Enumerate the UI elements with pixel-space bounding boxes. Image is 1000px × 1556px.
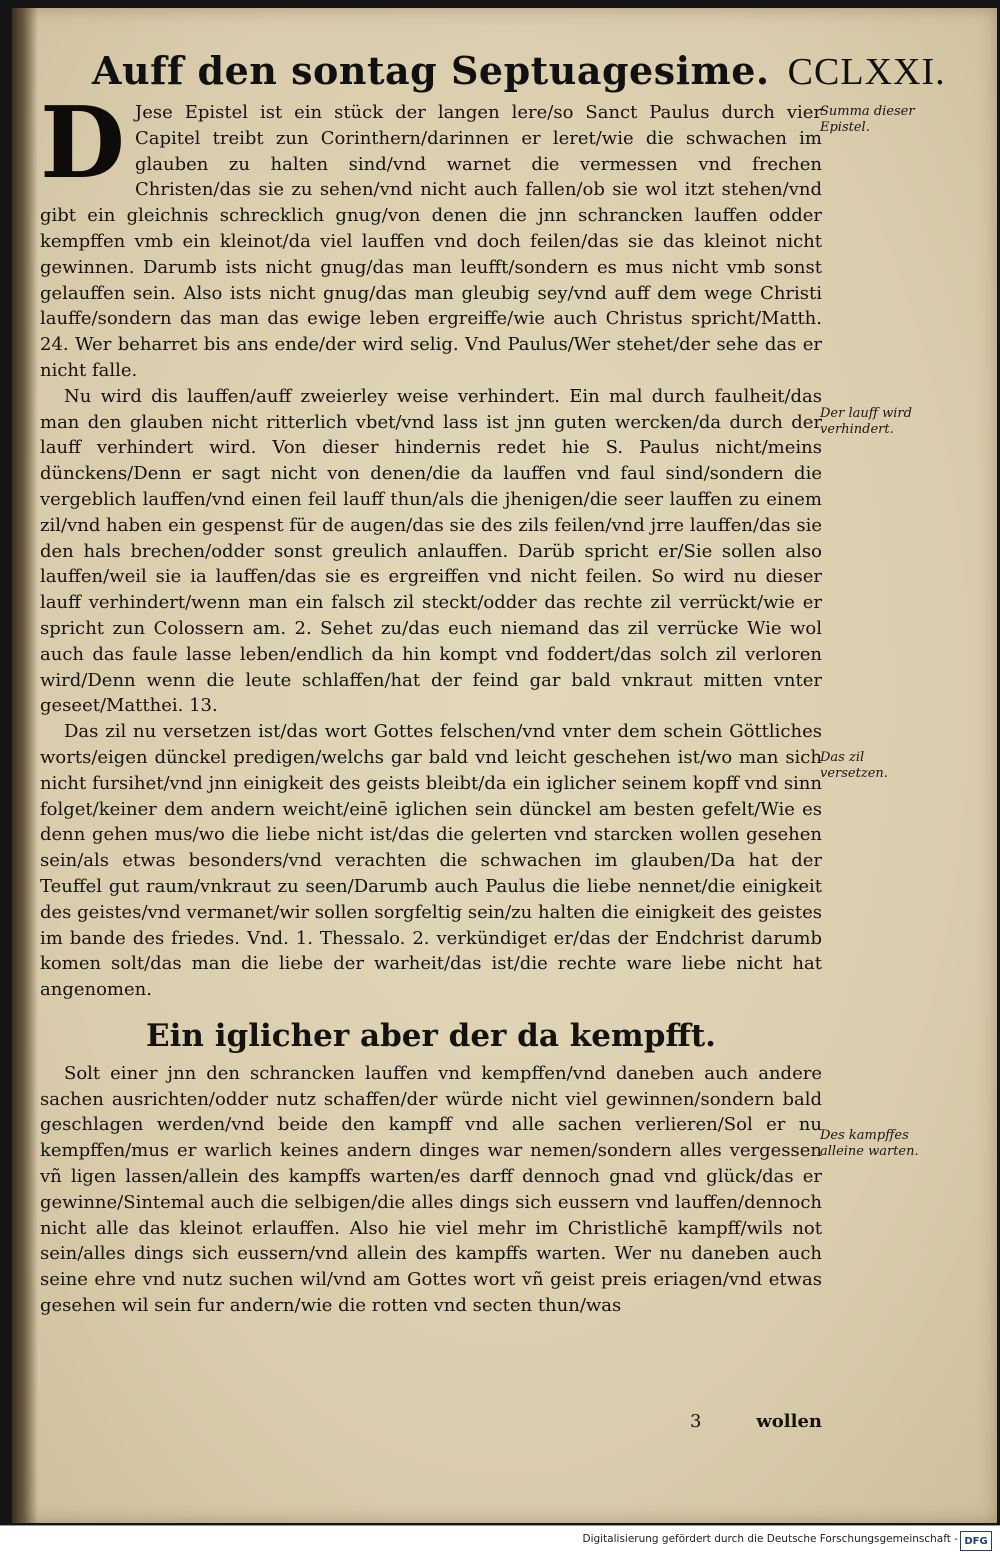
section-heading: Ein iglicher aber der da kempfft. — [146, 1017, 716, 1054]
drop-cap-initial: D — [40, 86, 125, 201]
paragraph-1-text: Jese Epistel ist ein stück der langen lere/so Sanct Paulus durch vier Capitel treibt zun Corinthern/darinnen er leret/wie die schwachen im glauben zu halten sind/vnd warnet die vermessen vnd frechen Christen/das sie zu sehen/vnd nicht auch fallen/ob sie wol itzt stehen/vnd gibt ein gleichnis schrecklich gnug/von denen die jnn schrancken lauffen odder kempffen vmb ein kleinot/da viel lauffen vnd doch feilen/das sie das kleinot nicht gewinnen. Darumb ists nicht gnug/das man leufft/sondern es mus nicht vmb sonst gelauffen sein. Also ists nicht gnug/das man gleubig sey/vnd auff dem wege Christi lauffe/sondern das man das ewige leben ergreiffe/wie auch Christus spricht/Matth. 24. Wer beharret bis ans ende/der wird selig. Vnd Paulus/Wer stehet/der sehe das er nicht falle. — [40, 102, 822, 381]
page-header — [92, 48, 946, 98]
main-text-block — [40, 86, 822, 1319]
signature-line — [40, 1411, 822, 1432]
paragraph-3: Das zil nu versetzen ist/das wort Gottes felschen/vnd vnter dem schein Göttliches worts/eigen dünckel predigen/welchs gar bald vnd leicht geschehen ist/wo man sich nicht fursihet/vnd jnn einigkeit des geists bleibt/da ein iglicher seinem kopff vnd sinn folget/keiner dem andern weicht/einē iglichen sein dünckel am besten gefelt/Wie es denn gehen mus/wo die liebe nicht ist/das die gelerten vnd starcken wollen gesehen sein/als etwas besonders/vnd verachten die schwachen im glauben/Da hat der Teuffel gut raum/vnkraut zu seen/Darumb auch Paulus die liebe nennet/die einigkeit des geistes/vnd vermanet/wir sollen sorgfeltig sein/zu halten die einigkeit des geistes im bande des friedes. Vnd. 1. Thessalo. 2. verkündiget er/das der Endchrist darumb komen solt/das man die liebe der warheit/das ist/die rechte ware liebe nicht hat angenomen. — [40, 721, 822, 1001]
paragraph-4: Solt einer jnn den schrancken lauffen vnd kempffen/vnd daneben auch andere sachen ausrichten/odder nutz schaffen/der würde nicht viel gewinnen/sondern bald geschlagen werden/vnd beide den kampff vnd alle sachen verlieren/Sol er nu kempffen/mus er warlich keines andern dinges war nemen/sondern alles vergessen vñ ligen lassen/allein des kampffs warten/es darff dennoch gnad vnd glück/das er gewinne/Sintemal auch die selbigen/die alles dings sich eussern vnd lauffen/dennoch nicht alle das kleinot erlauffen. Also hie viel mehr im Christlichē kampff/wils not sein/alles dings sich eussern/vnd allein des kampffs warten. Wer nu daneben auch seine ehre vnd nutz suchen wil/vnd am Gottes wort vñ geist preis eriagen/vnd etwas gesehen wil sein fur andern/wie die rotten vnd secten thun/was — [40, 1062, 822, 1317]
margin-note-kampff: Des kampffes alleine warten. — [820, 1128, 919, 1159]
footer-bar — [0, 1525, 1000, 1556]
dfg-logo: DFG — [960, 1531, 992, 1551]
paragraph-2: Nu wird dis lauffen/auff zweierley weise verhindert. Ein mal durch faulheit/das man den glauben nicht ritterlich vbet/vnd lass ist jnn guten wercken/da durch der lauff verhindert wird. Von dieser hindernis redet hie S. Paulus nicht/meins dünckens/Denn er sagt nicht von denen/die da lauffen vnd faul sind/sondern die vergeblich lauffen/vnd einen feil lauff thun/als die jhenigen/die seer lauffen zu einem zil/vnd haben ein gespenst für de augen/das sie des zils feilen/vnd jrre lauffen/das sie den hals brechen/odder sonst greulich anlauffen. Darüb spricht er/Sie sollen also lauffen/weil sie ia lauffen/das sie es ergreiffen vnd nicht feilen. So wird nu dieser lauff verhindert/wenn man ein falsch zil steckt/odder das rechte zil verrückt/wie er spricht zun Colossern am. 2. Sehet zu/das euch niemand das zil verrücke Wie wol auch das faule lasse leben/endlich da hin kompt vnd foddert/das solch zil verloren wird/Denn wenn die leute schlaffen/hat der feind gar bald vnkraut mitten vnter geseet/Matthei. 13. — [40, 385, 822, 717]
margin-note-summary: Summa dieser Epistel. — [820, 104, 915, 135]
running-title: Auff den sontag Septuagesime. — [92, 48, 770, 93]
margin-note-lauff: Der lauff wird verhindert. — [820, 406, 912, 437]
catchword: wollen — [756, 1411, 822, 1432]
folio-number: CCLXXI. — [787, 51, 946, 93]
signature-mark: 3 — [690, 1411, 702, 1432]
book-page — [12, 8, 997, 1523]
margin-note-zil: Das zil versetzen. — [820, 750, 888, 781]
paragraph-1 — [40, 86, 822, 384]
binding-gutter — [12, 8, 38, 1523]
funding-credit: Digitalisierung gefördert durch die Deutsche Forschungsgemeinschaft - — [582, 1533, 958, 1545]
